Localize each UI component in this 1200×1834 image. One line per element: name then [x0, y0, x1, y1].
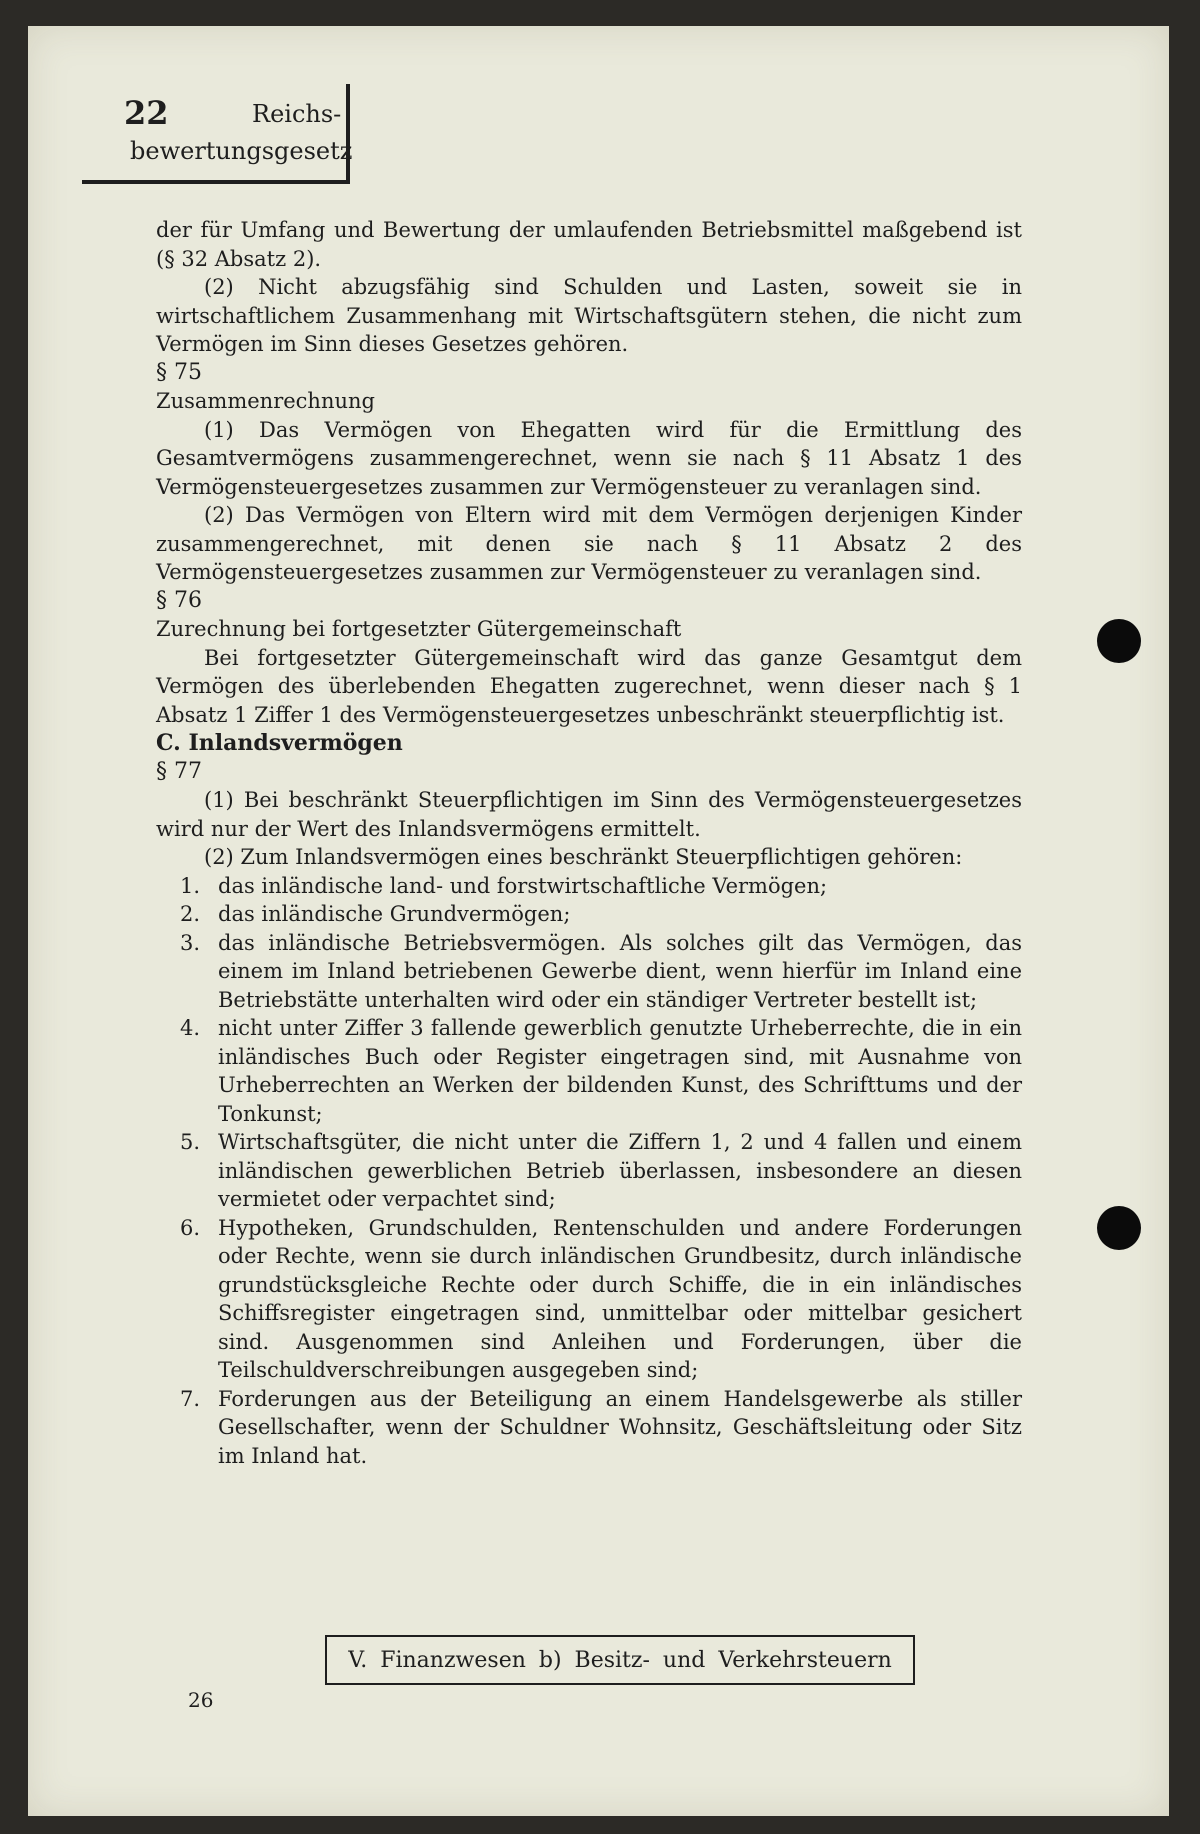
section-title: Zurechnung bei fortgesetzter Gütergemeinschaft: [156, 617, 682, 641]
item-number: 1.: [180, 873, 201, 898]
list-item: [156, 1128, 1022, 1214]
header-number: 22: [124, 94, 169, 132]
section-title: Zusammenrechnung: [156, 389, 375, 413]
punch-hole: [1097, 1206, 1141, 1250]
item-text: das inländische land- und forstwirtschaftliche Vermögen;: [218, 873, 828, 898]
item-number: 4.: [180, 1016, 201, 1040]
paragraph: (2) Das Vermögen von Eltern wird mit dem Vermögen derjenigen Kinder zusammengerechnet, mit denen sie nach § 11 Absatz 2 des Vermögensteuergesetzes zusammen zur Vermögensteuer zu veranlagen sind.: [156, 503, 1022, 584]
section-number: § 76: [156, 587, 202, 613]
paragraph: (1) Das Vermögen von Ehegatten wird für die Ermittlung des Gesamtvermögens zusammengerechnet, wenn sie nach § 11 Absatz 1 des Vermögensteuergesetzes zusammen zur Vermögensteuer zu veranlagen sind.: [156, 417, 1022, 499]
item-text: Wirtschaftsgüter, die nicht unter die Ziffern 1, 2 und 4 fallen und einem inländischen gewerblichen Betrieb überlassen, insbesondere an diesen vermietet oder verpachtet sind;: [218, 1130, 1022, 1211]
continuation-text: der für Umfang und Bewertung der umlaufenden Betriebsmittel maßgebend ist (§ 32 Absatz 2).: [156, 218, 1022, 271]
item-text: das inländische Grundvermögen;: [218, 902, 571, 926]
list-item: [156, 872, 1022, 901]
list-item: [156, 1014, 1022, 1128]
item-number: 5.: [180, 1130, 201, 1154]
item-text: das inländische Betriebsvermögen. Als solches gilt das Vermögen, das einem im Inland betriebenen Gewerbe dient, wenn hierfür im Inland eine Betriebstätte unterhalten wird oder ein ständiger Vertreter bestellt ist;: [218, 930, 1022, 1012]
paragraph: (1) Bei beschränkt Steuerpflichtigen im Sinn des Vermögensteuergesetzes wird nur der Wert des Inlandsvermögens ermittelt.: [156, 788, 1022, 841]
list-item: [156, 1214, 1022, 1385]
item-number: 6.: [180, 1215, 201, 1240]
body-text: [156, 216, 1022, 1470]
item-text: Hypotheken, Grundschulden, Rentenschulden und andere Forderungen oder Rechte, wenn sie durch inländischen Grundbesitz, durch inländische grundstücksgleiche Rechte oder durch Schiffe, die in ein inländisches Schiffsregister eingetragen sind, unmittelbar oder mittelbar gesichert sind. Ausgenommen sind Anleihen und Forderungen, über die Teilschuldverschreibungen ausgegeben sind;: [218, 1215, 1022, 1382]
item-text: nicht unter Ziffer 3 fallende gewerblich genutzte Urheberrechte, die in ein inländisches Buch oder Register eingetragen sind, mit Ausnahme von Urheberrechten an Werken der bildenden Kunst, des Schrifttums und der Tonkunst;: [218, 1016, 1022, 1126]
paragraph: Bei fortgesetzter Gütergemeinschaft wird das ganze Gesamtgut dem Vermögen des überlebenden Ehegatten zugerechnet, wenn dieser nach § 1 Absatz 1 Ziffer 1 des Vermögensteuergesetzes unbeschränkt steuerpflichtig ist.: [156, 645, 1022, 727]
paragraph: (2) Zum Inlandsvermögen eines beschränkt Steuerpflichtigen gehören:: [204, 845, 963, 869]
list-item: [156, 900, 1022, 929]
section-number: § 75: [156, 359, 202, 385]
header-title-line2: bewertungsgesetz: [130, 137, 353, 165]
list-item: [156, 929, 1022, 1015]
punch-hole: [1097, 619, 1141, 663]
header-title-line1: Reichs-: [252, 100, 342, 128]
page-number: 26: [188, 1688, 214, 1712]
section-number: § 77: [156, 758, 202, 784]
list-item: [156, 1385, 1022, 1471]
item-number: 3.: [180, 930, 201, 955]
chapter-heading: C. Inlandsvermögen: [156, 730, 403, 756]
enumerated-list: [156, 872, 1022, 1471]
category-box: V. Finanzwesen b) Besitz- und Verkehrsteuern: [325, 1635, 915, 1685]
running-header: [82, 84, 353, 184]
paragraph: (2) Nicht abzugsfähig sind Schulden und Lasten, soweit sie in wirtschaftlichem Zusammenhang mit Wirtschaftsgütern stehen, die nicht zum Vermögen im Sinn dieses Gesetzes gehören.: [156, 275, 1022, 356]
item-number: 7.: [180, 1386, 201, 1411]
item-text: Forderungen aus der Beteiligung an einem Handelsgewerbe als stiller Gesellschafter, wenn der Schuldner Wohnsitz, Geschäftsleitung oder Sitz im Inland hat.: [218, 1386, 1022, 1468]
item-number: 2.: [180, 902, 201, 926]
